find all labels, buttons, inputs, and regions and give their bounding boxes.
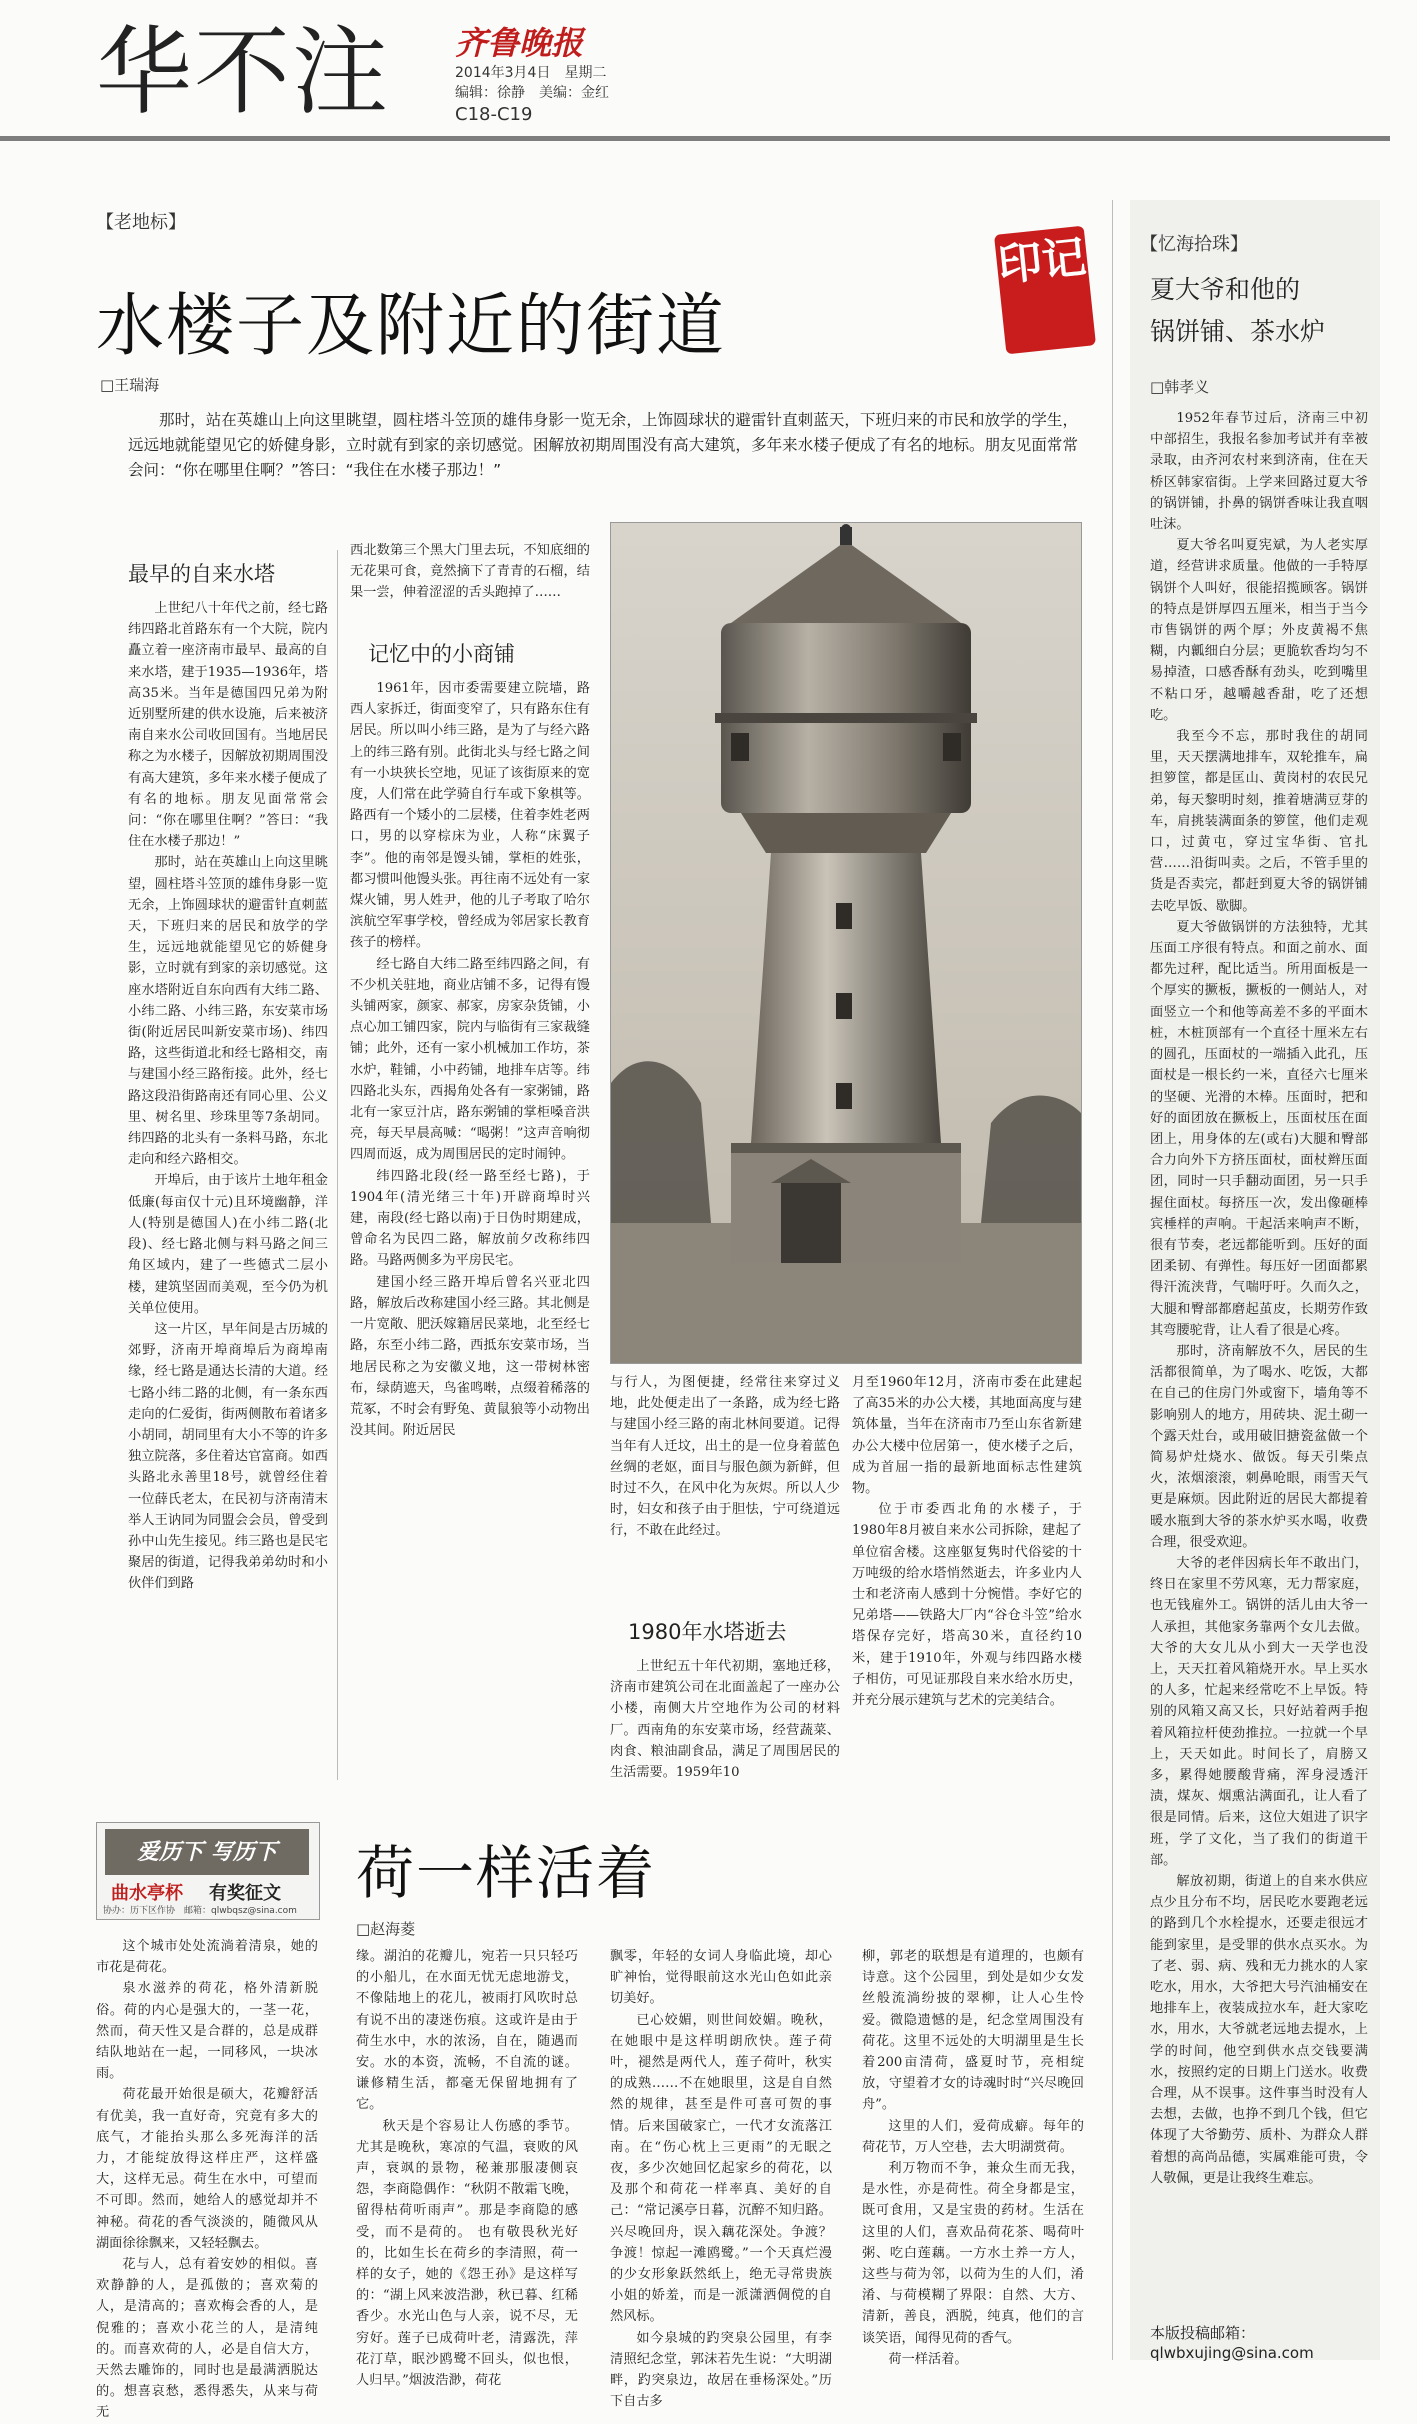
col2-lead-para: 西北数第三个黑大门里去玩，不知底细的无花果可食，竟然摘下了青青的石榴，结果一尝，伸着涩涩的舌头跑掉了…… [350,543,590,601]
sidebar-kicker: 【忆海拾珠】 [1140,234,1248,255]
sidebar-para: 大爷的老伴因病长年不敢出门，终日在家里不劳风寒，无力帮家庭，也无钱雇外工。锅饼的活儿由大爷一人承担，其他家务靠两个女儿去做。大爷的大女儿从小到大一天学也没上，天天扛着风箱烧开水。早上买水的人多，忙起来经常吃不上早饭。特别的风箱又高又长，只好站着两手抱着风箱拉杆使劲推拉。一拉就一个早上，天天如此。时间长了，肩膀又多，累得她腰酸背痛，浑身浸透汗渍，煤灰、烟熏沾满面孔，让人看了很是同情。后来，这位大姐进了识字班，学了文化，当了我们的街道干部。 [1150,1555,1368,1868]
sidebar-title-line2: 锅饼铺、茶水炉 [1150,317,1326,346]
col3-heading: 1980年水塔逝去 [628,1620,787,1644]
section-title: 华不注 [96,16,390,128]
page-range: C18-C19 [455,104,533,125]
col1-para: 那时，站在英雄山上向这里眺望，圆柱塔斗笠顶的雄伟身影一览无余，上饰圆球状的避雷针直刺蓝天，下班归来的居民和放学的学生，远远地就能望见它的娇健身影，立时就有到家的亲切感觉。这座水塔附近自东向西有大纬二路、小纬二路、小纬三路，东安菜市场街(附近居民叫新安菜市场)、纬四路，这些街道北和经七路相交，南与建国小经三路衔接。此外，经七路这段沿街路南还有同心里、公义里、树名里、珍珠里等7条胡同。纬四路的北头有一条料马路，东北走向和经六路相交。 [128,855,328,1168]
second-col2-para: 秋天是个容易让人伤感的季节。尤其是晚秋，寒凉的气温，衰败的风声，衰飒的景物，秘兼那服凄侧哀怨，李商隐偶作：“秋阴不散霜飞晚，留得枯荷听雨声”。那是李商隐的感受，而不是荷的。 也有敬畏秋光好的，比如生长在荷乡的李清照，荷一样的女子，她的《怨王孙》是这样写的：“湖上风来波浩渺，秋已暮、红稀香少。水光山色与人亲，说不尽，无穷好。莲子已成荷叶老，清露洗，萍花汀草，眠沙鸥鹭不回头，似也恨，人归早。”烟波浩渺，荷花 [356,2118,578,2389]
second-headline: 荷一样活着 [356,1839,657,1907]
sidebar-byline: □韩孝义 [1150,378,1210,396]
second-col1-para: 荷花最开始很是硕大，花瓣舒活有优美，我一直好奇，究竟有多大的底气，才能抬头那么多死海洋的活力，才能绽放得这样庄严，这样盛大，这样无忌。荷生在水中，可望而不可即。然而，她给人的感觉却并不神秘。荷花的香气淡淡的，随微风从湖面徐徐飘来，又轻轻飘去。 [96,2087,318,2251]
main-col2-top [350,540,590,630]
col1-heading: 最早的自来水塔 [128,562,275,586]
publication-logo: 齐鲁晚报 [455,24,584,62]
second-byline: □赵海菱 [356,1920,416,1938]
sidebar-para: 1952年春节过后，济南三中初中部招生，我报名参加考试并有幸被录取，由齐河农村来到济南，住在天桥区韩家宿街。上学来回路过夏大爷的锅饼铺，扑鼻的锅饼香味让我直咽吐沫。 [1150,411,1368,533]
second-col3-para: 已心姣媚，则世间姣媚。晚秋，在她眼中是这样明朗欣快。莲子荷叶，褪然是两代人，莲子荷叶，秋实的成熟……不在她眼里，这是自自然然的规律，甚至是件可喜可贺的事情。后来国破家亡，一代才女流落江南。在“伤心枕上三更雨”的无眠之夜，多少次她回忆起家乡的荷花，以及那个和荷花一样率真、美好的自己：“常记溪亭日暮，沉醉不知归路。兴尽晚回舟，误入藕花深处。争渡？争渡！惊起一滩鸥鹭。”一个天真烂漫的少女形象跃然纸上，绝无寻常贵族小姐的娇羞，而是一派潇洒倜傥的自然风标。 [610,2012,832,2325]
header-rule [0,136,1390,141]
col1-para: 开埠后，由于该片土地年租金低廉(每亩仅十元)且环境幽静，洋人(特别是德国人)在小纬二路(北段)、经七路北侧与料马路之间三角区域内，建了一些德式二层小楼，建筑坚固而美观，至今仍为机关单位使用。 [128,1173,328,1316]
col2-para: 纬四路北段(经一路至经七路)，于1904年(清光绪三十年)开辟商埠时兴建，南段(经七路以南)于日伪时期建成，曾命名为民四二路，解放前夕改称纬四路。马路两侧多为平房民宅。 [350,1168,590,1269]
main-byline: □王瑞海 [100,376,160,394]
main-kicker: 【老地标】 [96,212,186,233]
second-col4-para: 柳，郭老的联想是有道理的，也颇有诗意。这个公园里，到处是如少女发丝般流淌纷披的翠柳，让人心生怜爱。微隐遗憾的是，纪念堂周围没有荷花。这里不远处的大明湖里是生长着200亩清荷，盛夏时节，亮相绽放，守望着才女的诗魂时时“兴尽晚回舟”。 [862,1949,1084,2113]
sidebar-para: 解放初期，街道上的自来水供应点少且分布不均，居民吃水要跑老远的路到几个水栓提水，还要走很远才能到家里，是受罪的供水点买水。为了老、弱、病、残和无力挑水的人家吃水，用水，大爷把大号汽油桶安在地排车上，夜装成拉水车，赶大家吃水，用水，大爷就老远地去提水，上学的时间，他空到供水点交钱要满水，按照约定的日期上门送水。收费合理，从不误事。这件事当时没有人去想，去做，也挣不到几个钱，但它体现了大爷勤劳、质朴、为群众人群着想的高尚品德，实属难能可贵，令人敬佩，更是让我终生难忘。 [1150,1874,1368,2186]
col1-para: 上世纪八十年代之前，经七路纬四路北首路东有一个大院，院内矗立着一座济南市最早、最高的自来水塔，建于1935—1936年，塔高35米。当年是德国四兄弟为附近别墅所建的供水设施，后来被济南自来水公司收回国有。当地居民称之为水楼子，因解放初期周围没有高大建筑，多年来水楼子便成了有名的地标。朋友见面常常会问：“你在哪里住啊？”答曰：“我住在水楼子那边！” [128,601,328,850]
stamp-text: 印记 [995,231,1089,292]
second-col1 [96,1936,318,2421]
editors-line: 编辑：徐静 美编：金红 [455,85,609,101]
second-col1-para: 这个城市处处流淌着清泉，她的市花是荷花。 [96,1939,318,1976]
main-lead: 那时，站在英雄山上向这里眺望，圆柱塔斗笠顶的雄伟身影一览无余，上饰圆球状的避雷针直刺蓝天，下班归来的市民和放学的学生，远远地就能望见它的娇健身影，立时就有到家的亲切感觉。困解放初期周围没有高大建筑，多年来水楼子便成了有名的地标。朋友见面常常会问：“你在哪里住啊？”答曰：“我住在水楼子那边！” [128,411,1078,479]
sidebar-title-line1: 夏大爷和他的 [1150,275,1301,304]
main-col4 [852,1372,1082,1780]
col2-para: 经七路自大纬二路至纬四路之间，有不少机关驻地，商业店铺不多，记得有馒头铺两家，颜家、郝家，房家杂货铺，小点心加工铺四家，院内与临街有三家裁缝铺；此外，还有一家小机械加工作坊，茶水炉，鞋铺，小中药铺，地排车店等。纬四路北头东，西揭角处各有一家粥铺，路北有一家豆汁店，路东粥铺的掌柜嗓音洪亮，每天早晨高喊：“喝粥！”这声音响彻四周而返，成为周围居民的定时闹钟。 [350,956,590,1163]
yinji-stamp [994,226,1096,355]
contest-name: 曲水亭杯 [111,1883,183,1904]
contact-email[interactable]: qlwbxujing@sina.com [1150,2344,1314,2362]
second-col3-para: 如今泉城的趵突泉公园里，有李清照纪念堂，郭沫若先生说：“大明湖畔，趵突泉边，故居在垂杨深处。”历下自古多 [610,2330,832,2410]
col3-lead-para: 与行人，为图便捷，经常往来穿过义地，此处便走出了一条路，成为经七路与建国小经三路的南北林间要道。记得当年有人迁坟，出土的是一位身着蓝色丝绸的老妪，面目与服色颜为新鲜，但时过不久，在风中化为灰烬。所以人少时，妇女和孩子由于胆怯，宁可绕道远行，不敢在此经过。 [610,1375,840,1539]
contest-banner: 爱历下 写历下 [105,1829,309,1875]
col2-para: 1961年，因市委需要建立院墙，路西人家拆迁，街面变窄了，只有路东住有居民。所以叫小纬三路，是为了与经六路上的纬三路有别。此街北头与经七路之间有一小块狭长空地，见证了该街原来的宽度，人们常在此学骑自行车或下象棋等。路西有一个矮小的二层楼，住着李姓老两口，男的以穿棕床为业，人称“床翼子李”。他的南邻是馒头铺，掌柜的姓张，都习惯叫他馒头张。再往南不远处有一家煤火铺，男人姓尹，他的儿子考取了哈尔滨航空军事学校，曾经成为邻居家长教育孩子的榜样。 [350,681,590,951]
second-col2 [356,1946,578,2389]
col4-para: 月至1960年12月，济南市委在此建起了高35米的办公大楼，其地面高度与建筑体量，当年在济南市乃至山东省新建办公大楼中位居第一，使水楼子之后，成为首屈一指的最新地面标志性建筑物。 [852,1375,1082,1497]
sidebar-para: 夏大爷做锅饼的方法独特，尤其压面工序很有特点。和面之前水、面都先过秤，配比适当。所用面板是一个厚实的撅板，撅板的一侧站人，对面竖立一个和他等高差不多的平面木桩，木桩顶部有一个直径十厘米左右的圆孔，压面杖的一端插入此孔，压面杖是一根长约一米，直径六七厘米的坚硬、光滑的木棒。压面时，把和好的面团放在撅板上，压面杖压在面团上，用身体的左(或右)大腿和臀部合力向外下方挤压面杖，面杖辫压面团，同时一只手翻动面团，另一只手握住面杖。每挤压一次，发出像砸棒宾棰样的声响。干起活来响声不断，很有节奏，老远都能听到。压好的面团柔韧、有弹性。每压好一团面都累得汗流浃背，气喘吁吁。久而久之，大腿和臀部都磨起茧皮，长期劳作致其弯腰驼背，让人看了很是心疼。 [1150,919,1368,1338]
col2-heading: 记忆中的小商铺 [368,642,515,666]
col4-para: 位于市委西北角的水楼子，于1980年8月被自来水公司拆除，建起了单位宿舍楼。这座躯复隽时代俗娑的十万吨级的给水塔悄然逝去，许多业内人士和老济南人感到十分惋惜。李好它的兄弟塔——铁路大厂内“谷仓斗笠”给水塔保存完好，塔高30米，直径约10米，建于1910年，外观与纬四路水楼子相仿，可见证那段自来水给水历史，并充分展示建筑与艺术的完美结合。 [852,1502,1082,1709]
second-col2-para: 缘。湖泊的花瓣儿，宛若一只只轻巧的小船儿，在水面无忧无虑地游戈，不像陆地上的花儿，被雨打风吹时总有说不出的凄迷伤痕。这或许是由于荷生水中，水的浓汤，自在，随遇而安。水的本资，流畅，不自流的谜。谦修精生活，都毫无保留地拥有了它。 [356,1949,578,2113]
sidebar-body [1150,408,1368,2308]
second-col4-para: 这里的人们，爱荷成癖。每年的荷花节，万人空巷，去大明湖赏荷。 [862,2118,1084,2155]
contest-badge [96,1822,320,1920]
second-col3 [610,1946,832,2410]
water-tower-photo [610,522,1082,1364]
second-col1-para: 泉水滋养的荷花，格外清新脱俗。荷的内心是强大的，一茎一花，然而，荷天性又是合群的，总是成群结队地站在一起，一同移风，一块冰雨。 [96,1981,318,2082]
sidebar-para: 夏大爷名叫夏宪斌，为人老实厚道，经营讲求质量。他做的一手特厚锅饼个人叫好，很能招揽顾客。锅饼的特点是饼厚四五厘米，相当于当今市售锅饼的两个厚；外皮黄褐不焦糊，内瓤细白分层；更脆软香均匀不易掉渣，口感香酥有劲头，吃到嘴里不粘口牙，越嚼越香甜，吃了还想吃。 [1150,538,1368,723]
contest-tag: 有奖征文 [209,1883,281,1904]
col1-para: 这一片区，早年间是古历城的郊野，济南开埠商埠后为商埠南缘，经七路是通达长清的大道。经七路小纬二路的北侧，有一条东西走向的仁爱街，街两侧散布着诸多小胡同，胡同里有大小不等的许多独立院落，多住着达官富商。如西头路北永善里18号，就曾经住着一位薛氏老太，在民初与济南清末举人王讷同为同盟会会员，曾受到孙中山先生接见。纬三路也是民宅聚居的街道，记得我弟弟幼时和小伙伴们到路 [128,1321,328,1592]
second-col4 [862,1946,1084,2366]
sidebar-para: 我至今不忘，那时我住的胡同里，天天摆满地排车，双轮推车，扁担箩筐，都是匡山、黄岗村的农民兄弟，每天黎明时刻，推着塘满豆芽的车，肩挑装满面条的箩筐，他们走观口，过黄屯，穿过宝华街、官扎营……沿街叫卖。之后，不管手里的货是否卖完，都赶到夏大爷的锅饼铺去吃早饭、歇脚。 [1150,729,1368,914]
second-col4-para: 利万物而不争，兼众生而无我，是水性，亦是荷性。荷全身都是宝，既可食用，又是宝贵的药材。生活在这里的人们，喜欢品荷花茶、喝荷叶粥、吃白莲藕。一方水土养一方人，这些与荷为邻，以荷为生的人们，淆淆、与荷模糊了界限：自然、大方、清新，善良，洒脱，纯真，他们的言谈笑语，闻得见荷的香气。 [862,2161,1084,2346]
sidebar-para: 那时，济南解放不久，居民的生活都很简单，为了喝水、吃饭，大都在自己的住房门外或窗下，墙角等不影响别人的地方，用砖块、泥土砌一个露天灶台，或用破旧搪瓷盆做一个简易炉灶烧水、做饭。每天引柴点火，浓烟滚滚，刺鼻呛眼，雨雪天气更是麻烦。因此附近的居民大都提着暖水瓶到大爷的茶水炉买水喝，收费合理，很受欢迎。 [1150,1343,1368,1550]
main-col2 [350,678,590,1778]
main-col3 [610,1656,840,1780]
column-divider [337,550,338,1780]
water-tower-illustration [611,523,1081,1363]
main-col3-top [610,1372,840,1612]
contact-label: 本版投稿邮箱： [1150,2324,1256,2342]
col3-para: 上世纪五十年代初期，塞地迁移，济南市建筑公司在北面盖起了一座办公小楼，南侧大片空地作为公司的材料厂。西南角的东安菜市场，经营蔬菜、肉食、粮油副食品，满足了周围居民的生活需要。1959年10 [610,1659,840,1781]
second-col1-para: 花与人，总有着安妙的相似。喜欢静静的人，是孤傲的；喜欢菊的人，是清高的；喜欢梅会香的人，是倪雅的；喜欢小花兰的人，是清纯的。而喜欢荷的人，必是自信大方，天然去雕饰的，同时也是最满洒脱达的。想喜哀愁，悉得悉失，从来与荷无 [96,2257,318,2421]
second-col3-para: 飘零，年轻的女词人身临此境，却心旷神怡，觉得眼前这水光山色如此亲切美好。 [610,1949,832,2007]
sidebar-divider [1112,200,1113,2360]
col2-para: 建国小经三路开埠后曾名兴亚北四路，解放后改称建国小经三路。其北侧是一片宽敞、肥沃嫁籍居民菜地，北至经七路，东至小纬二路，西抵东安菜市场，当地居民称之为安徽义地，这一带树林密布，绿荫遮天，鸟雀鸣啭，点缀着稀落的荒冢，不时会有野兔、黄鼠狼等小动物出没其间。附近居民 [350,1274,590,1439]
main-headline: 水楼子及附近的街道 [96,287,727,366]
main-col1 [128,598,328,1778]
issue-date: 2014年3月4日 星期二 [455,65,607,81]
second-col4-para: 荷一样活着。 [888,2351,968,2367]
contest-sponsor: 协办：历下区作协 邮箱：qlwbqsz@sina.com [103,1906,297,1916]
